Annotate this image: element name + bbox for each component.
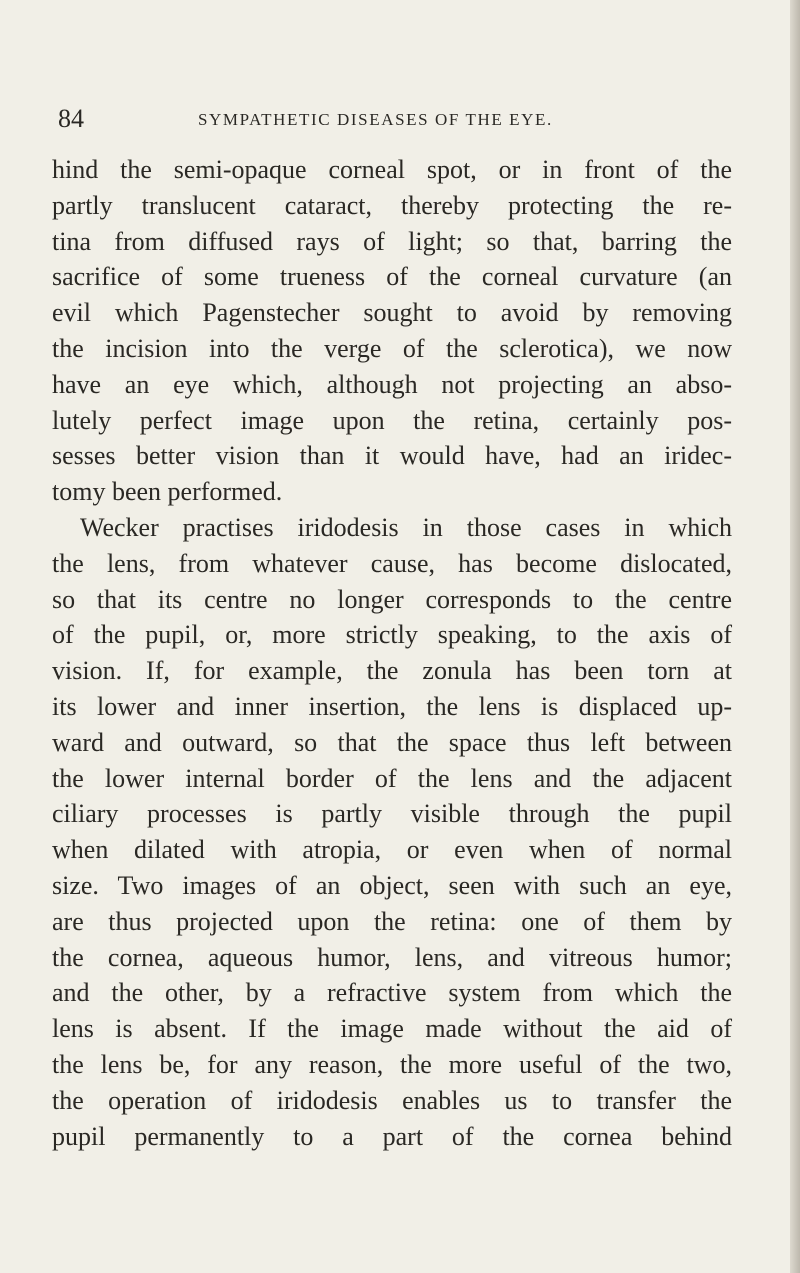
text-line: the lower internal border of the lens and the adjacent [52,763,732,793]
text-line: vision. If, for example, the zonula has been torn at [52,656,732,686]
text-line: the lens be, for any reason, the more useful of the two, [52,1049,732,1079]
page-edge-shadow [790,0,800,1273]
text-line: and the other, by a refractive system from which the [52,978,732,1008]
text-line: size. Two images of an object, seen with such an eye, [52,870,732,900]
text-line: sesses better vision than it would have, had an iridec- [52,441,732,471]
text-line: the lens, from whatever cause, has become dislocated, [52,548,732,578]
page-number: 84 [58,104,84,133]
page-header [58,104,738,134]
text-line: so that its centre no longer corresponds to the centre [52,584,732,614]
text-line: ward and outward, so that the space thus left between [52,727,732,757]
text-line: the incision into the verge of the sclerotica), we now [52,333,732,363]
text-line: lens is absent. If the image made without the aid of [52,1014,732,1044]
running-head: SYMPATHETIC DISEASES OF THE EYE. [198,110,553,129]
text-line: evil which Pagenstecher sought to avoid by removing [52,298,732,328]
text-line: the cornea, aqueous humor, lens, and vitreous humor; [52,942,732,972]
text-line: lutely perfect image upon the retina, certainly pos- [52,405,732,435]
text-line: sacrifice of some trueness of the corneal curvature (an [52,262,732,292]
text-line: its lower and inner insertion, the lens is displaced up- [52,691,732,721]
text-line: the operation of iridodesis enables us to transfer the [52,1085,732,1115]
text-line: are thus projected upon the retina: one of them by [52,906,732,936]
text-line: hind the semi-opaque corneal spot, or in front of the [52,155,732,184]
text-line: pupil permanently to a part of the cornea behind [52,1121,732,1151]
text-line: tomy been performed. [52,477,283,507]
text-line: Wecker practises iridodesis in those cases in which [80,512,732,542]
text-line: ciliary processes is partly visible through the pupil [52,799,732,829]
body-text [52,152,732,1154]
text-line: partly translucent cataract, thereby protecting the re- [52,190,732,220]
text-line: of the pupil, or, more strictly speaking, to the axis of [52,620,732,650]
text-line: have an eye which, although not projecting an abso- [52,369,732,399]
text-line: when dilated with atropia, or even when of normal [52,835,732,865]
text-line: tina from diffused rays of light; so that, barring the [52,226,732,256]
